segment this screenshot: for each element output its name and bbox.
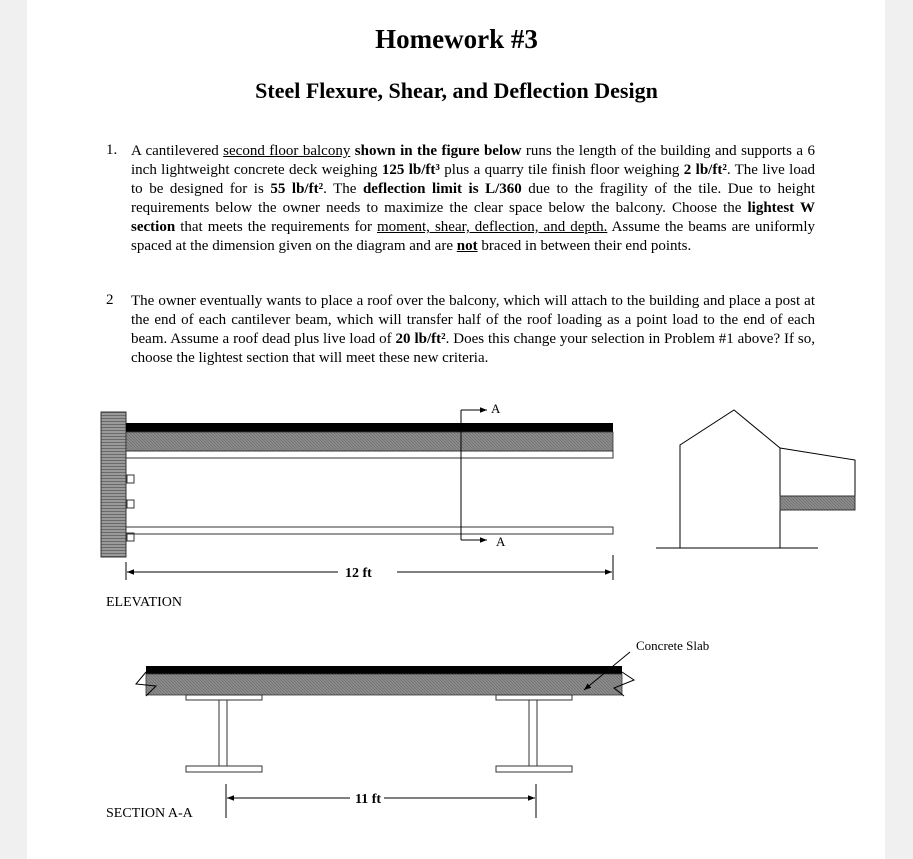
problem-2-number: 2 xyxy=(106,292,114,308)
beam-left xyxy=(186,695,262,772)
document-title: Homework #3 xyxy=(375,24,538,54)
slab-topping xyxy=(126,423,613,432)
document-subtitle: Steel Flexure, Shear, and Deflection Design xyxy=(255,78,658,103)
elevation-label: ELEVATION xyxy=(106,595,182,610)
beam-right xyxy=(496,695,572,772)
section-view xyxy=(106,638,709,821)
elevation-dimension: 12 ft xyxy=(345,566,372,581)
elevation-view xyxy=(101,401,613,610)
section-label: SECTION A-A xyxy=(106,806,193,821)
concrete-slab-section xyxy=(146,674,622,695)
section-dimension: 11 ft xyxy=(355,792,382,807)
building-wall xyxy=(101,412,126,557)
slab-top-layer xyxy=(146,666,622,674)
building-sketch xyxy=(656,410,855,548)
beam-top-flange xyxy=(126,451,613,458)
section-marker-bottom: A xyxy=(496,534,506,549)
beam-bottom-flange xyxy=(126,527,613,534)
problem-2-text: The owner eventually wants to place a roof over the balcony, which will attach to the building and place a post at the end of each cantilever beam, which will transfer half of the roof loading as a point load to the end of each beam. Assume a roof dead plus live load of 20 lb/ft². Does this change your selection in Problem #1 above? If so, choose the lightest section that will meet these new criteria. xyxy=(131,293,815,366)
concrete-deck-elevation xyxy=(126,432,613,451)
balcony-slab xyxy=(780,496,855,510)
section-marker-top: A xyxy=(491,401,501,416)
problem-1-text: A cantilevered second floor balcony shown in the figure below runs the length of the building and supports a 6 inch lightweight concrete deck weighing 125 lb/ft³ plus a quarry tile finish floor weighing 2 lb/ft². The live load to be designed for is 55 lb/ft². The deflection limit is L/360 due to the fragility of the tile. Due to height requirements below the owner needs to maximize the clear space below the balcony. Choose the lightest W section that meets the requirements for moment, shear, deflection, and depth. Assume the beams are uniformly spaced at the dimension given on the diagram and are not braced in between their end points. xyxy=(131,143,816,254)
building-outline xyxy=(680,410,780,548)
problem-1-number: 1. xyxy=(106,142,118,158)
slab-callout: Concrete Slab xyxy=(636,638,710,653)
